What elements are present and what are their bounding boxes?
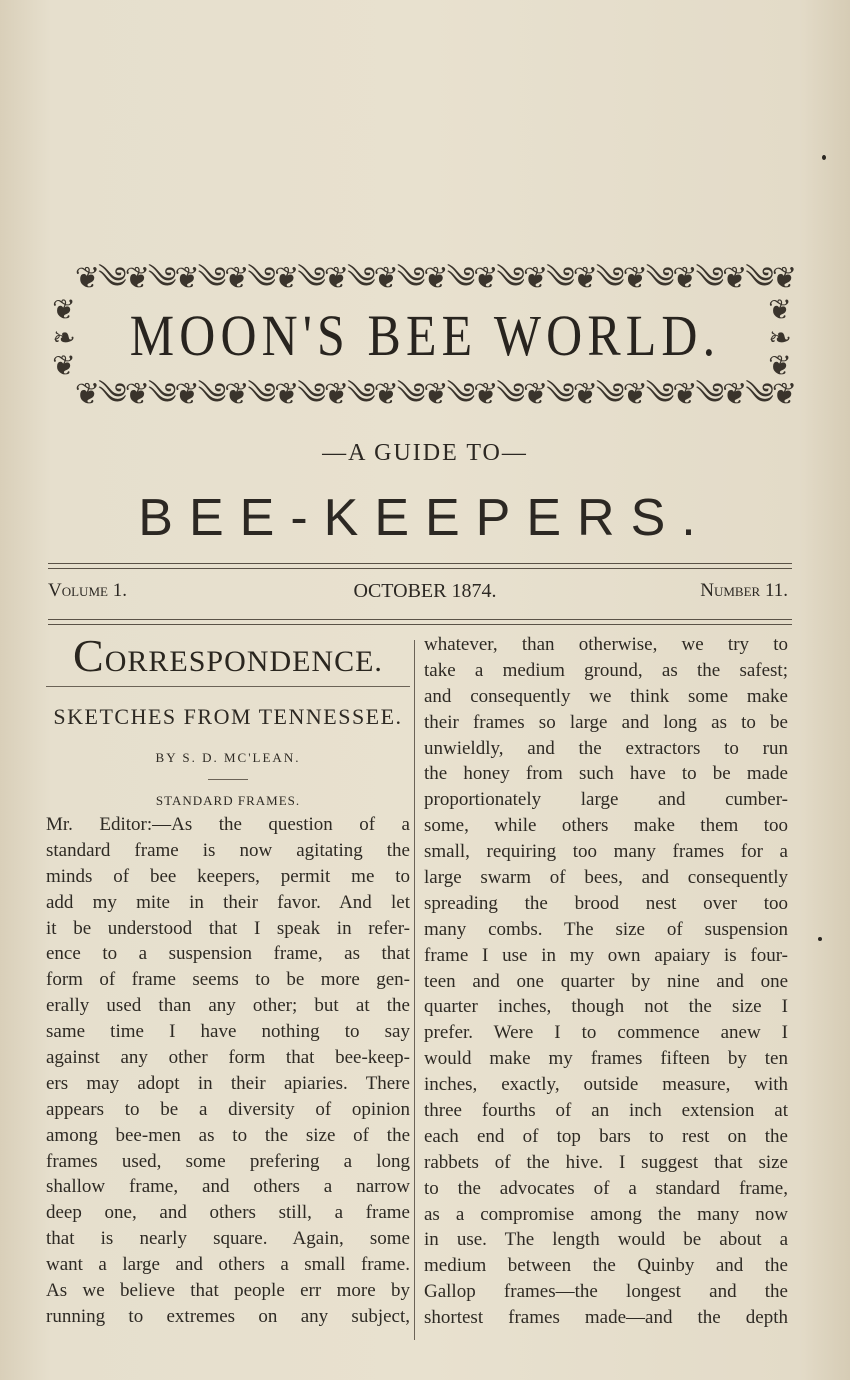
text-line: prefer. Were I to commence anew I bbox=[424, 1022, 788, 1044]
section-heading bbox=[46, 630, 410, 682]
rule bbox=[208, 779, 248, 780]
text-line: each end of top bars to rest on the bbox=[424, 1125, 788, 1147]
text-line: unwieldly, and the extractors to run bbox=[424, 737, 788, 759]
rule bbox=[46, 686, 410, 687]
article-subhead: STANDARD FRAMES. bbox=[155, 793, 301, 808]
text-line: running to extremes on any subject, bbox=[46, 1305, 410, 1327]
text-line: As we believe that people err more by bbox=[46, 1280, 410, 1302]
text-line: to the advocates of a standard frame, bbox=[424, 1177, 788, 1199]
text-line: add my mite in their favor. And let bbox=[46, 891, 410, 913]
masthead-ornament-left: ❦ ❧ ❦ bbox=[52, 293, 76, 382]
text-line: that is nearly square. Again, some bbox=[46, 1228, 410, 1250]
right-column bbox=[424, 632, 788, 1331]
text-line: some, while others make them too bbox=[424, 815, 788, 837]
rule bbox=[48, 624, 792, 625]
left-column bbox=[46, 632, 410, 1330]
text-line: whatever, than otherwise, we try to bbox=[424, 634, 788, 655]
text-line: the honey from such have to be made bbox=[424, 763, 788, 785]
text-line: want a large and others a small frame. bbox=[46, 1254, 410, 1276]
text-line: spreading the brood nest over too bbox=[424, 892, 788, 914]
rule bbox=[48, 619, 792, 620]
masthead-tagline: BEE-KEEPERS. bbox=[138, 489, 712, 547]
text-line: Gallop frames—the longest and the bbox=[424, 1281, 788, 1303]
masthead-ornament-bottom: ❦༄❦༄❦༄❦༄❦༄❦༄❦༄❦༄❦༄❦༄❦༄❦༄❦༄❦༄❦ bbox=[74, 378, 796, 412]
text-line: minds of bee keepers, permit me to bbox=[46, 865, 410, 887]
left-body-text bbox=[46, 812, 410, 1330]
text-line: among bee-men as to the size of the bbox=[46, 1124, 410, 1146]
text-line: three fourths of an inch extension at bbox=[424, 1100, 788, 1122]
text-line: deep one, and others still, a frame bbox=[46, 1202, 410, 1224]
text-line: rabbets of the hive. I suggest that size bbox=[424, 1151, 788, 1173]
rule bbox=[48, 563, 792, 564]
text-line: inches, exactly, outside measure, with bbox=[424, 1074, 788, 1096]
text-line: it be understood that I speak in refer- bbox=[46, 917, 410, 939]
ink-spot bbox=[822, 155, 826, 160]
rule bbox=[48, 568, 792, 569]
text-line: appears to be a diversity of opinion bbox=[46, 1098, 410, 1120]
text-line: take a medium ground, as the safest; bbox=[424, 659, 788, 681]
masthead-title: MOON'S BEE WORLD. bbox=[129, 303, 721, 368]
text-line: small, requiring too many frames for a bbox=[424, 841, 788, 863]
text-line: and consequently we think some make bbox=[424, 685, 788, 707]
text-line: shortest frames made—and the depth bbox=[424, 1307, 788, 1329]
masthead-subtitle: —A GUIDE TO— bbox=[322, 440, 528, 466]
text-line: ence to a suspension frame, as that bbox=[46, 943, 410, 965]
text-line: in use. The length would be about a bbox=[424, 1229, 788, 1251]
text-line: many combs. The size of suspension bbox=[424, 918, 788, 940]
text-line: ers may adopt in their apiaries. There bbox=[46, 1072, 410, 1094]
issue-date: OCTOBER 1874. bbox=[353, 580, 497, 602]
section-heading-initial: C bbox=[73, 630, 105, 681]
text-line: form of frame seems to be more gen- bbox=[46, 969, 410, 991]
text-line: shallow frame, and others a narrow bbox=[46, 1176, 410, 1198]
text-line: quarter inches, though not the size I bbox=[424, 996, 788, 1018]
text-line: their frames so large and long as to be bbox=[424, 711, 788, 733]
text-line: same time I have nothing to say bbox=[46, 1021, 410, 1043]
text-line: proportionately large and cumber- bbox=[424, 789, 788, 811]
text-line: frames used, some prefering a long bbox=[46, 1150, 410, 1172]
text-line: frame I use in my own apaiary is four- bbox=[424, 944, 788, 966]
text-line: medium between the Quinby and the bbox=[424, 1255, 788, 1277]
text-line: against any other form that bee-keep- bbox=[46, 1047, 410, 1069]
issue-number: Number 11. bbox=[700, 580, 788, 601]
column-divider bbox=[414, 640, 415, 1340]
article-title: SKETCHES FROM TENNESSEE. bbox=[53, 704, 403, 729]
text-line: Mr. Editor:—As the question of a bbox=[46, 814, 410, 835]
text-line: erally used than any other; but at the bbox=[46, 995, 410, 1017]
text-line: large swarm of bees, and consequently bbox=[424, 867, 788, 889]
section-heading-rest: ORRESPONDENCE. bbox=[104, 645, 383, 678]
text-line: standard frame is now agitating the bbox=[46, 839, 410, 861]
masthead-ornament-right: ❦ ❧ ❦ bbox=[768, 293, 792, 382]
masthead-ornament-top: ❦༄❦༄❦༄❦༄❦༄❦༄❦༄❦༄❦༄❦༄❦༄❦༄❦༄❦༄❦ bbox=[74, 262, 796, 296]
ink-spot bbox=[818, 937, 822, 941]
text-line: as a compromise among the many now bbox=[424, 1203, 788, 1225]
article-byline: BY S. D. MC'LEAN. bbox=[155, 750, 301, 765]
text-line: teen and one quarter by nine and one bbox=[424, 970, 788, 992]
text-line: would make my frames fifteen by ten bbox=[424, 1048, 788, 1070]
issue-volume: Volume 1. bbox=[48, 580, 127, 601]
